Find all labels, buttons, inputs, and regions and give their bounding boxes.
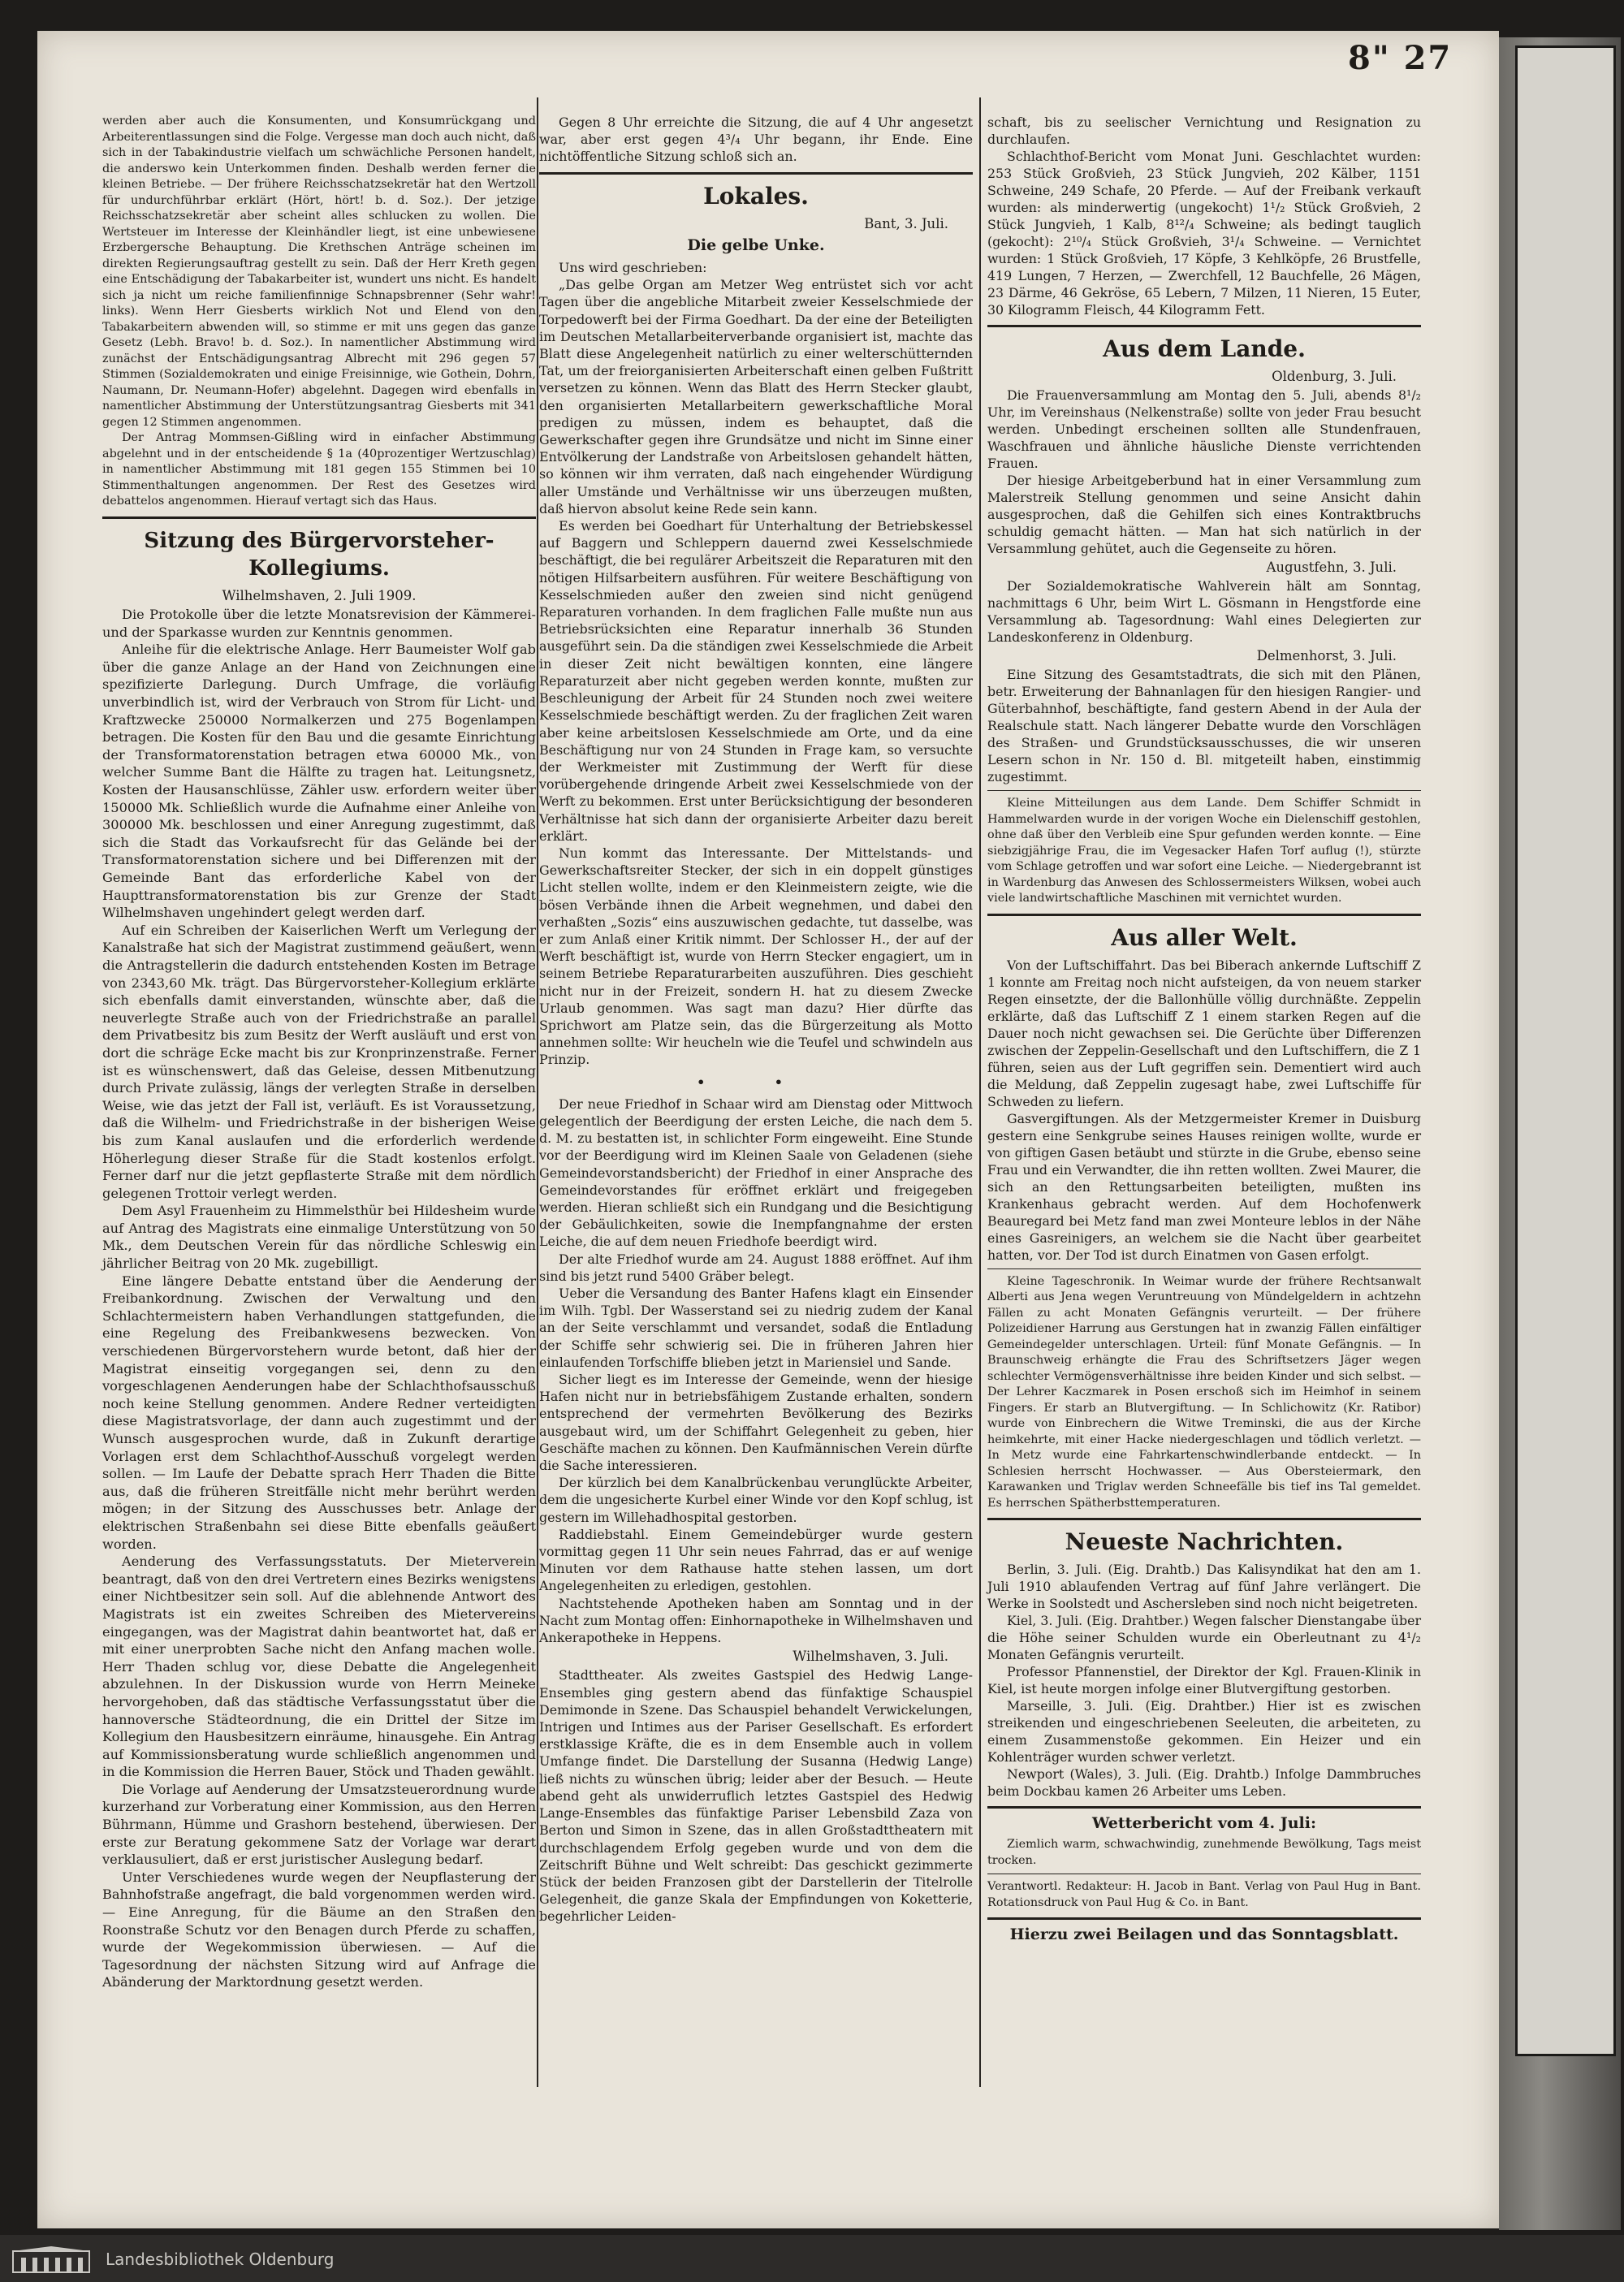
article-paragraph: Der alte Friedhof wurde am 24. August 1888 eröffnet. Auf ihm sind bis jetzt rund 5400 Gräber belegt. (539, 1251, 973, 1284)
reichstag-report-end: Der Antrag Mommsen-Gißling wird in einfacher Abstimmung abgelehnt und in der entscheidende § 1a (40prozentiger Wertzuschlag) in namentlicher Abstimmung mit 181 gegen 155 Stimmen bei 10 Stimmenthaltungen angenommen. Der Rest des Gesetzes wird debattelos angenommen. Hierauf vertagt sich das Haus. (102, 431, 536, 508)
article-paragraph: Kiel, 3. Juli. (Eig. Drahtber.) Wegen falscher Dienstangabe über die Höhe seiner Schulden wurde ein Oberleutnant zu 4¹/₂ Monaten Gefängnis verurteilt. (987, 1613, 1421, 1662)
rule (987, 1518, 1421, 1520)
rule (987, 1268, 1421, 1269)
library-name: Landesbibliothek Oldenburg (106, 2250, 335, 2269)
article-paragraph: Dem Asyl Frauenheim zu Himmelsthür bei Hildesheim wurde auf Antrag des Magistrats eine einmalige Unterstützung von 50 Mk., dem Deutschen Verein für das nördliche Schleswig ein jährlicher Beitrag von 20 Mk. zugebilligt. (102, 1203, 536, 1272)
dateline: Wilhelmshaven, 2. Juli 1909. (222, 587, 417, 603)
reichstag-report: werden aber auch die Konsumenten, und Konsumrückgang und Arbeiterentlassungen sind die Folge. Vergesse man doch auch nicht, daß sich in der Tabakindustrie vielfach um schwächliche Personen handelt, die anderswo kein Unterkommen finden. Deshalb werden ferner die kleinen Betriebe. — Der frühere Reichsschatzsekretär hat den Wertzoll für undurchführbar erklärt (Hört, hört! b. d. Soz.). Der jetzige Reichsschatzsekretär aber scheint alles schlucken zu wollen. Die Wertsteuer im Interesse der Kleinhändler liegt, ist eine unbewiesene Erzbergersche Behauptung. Die Krethschen Anträge scheinen im direkten Regierungsauftrag gestellt zu sein. Daß der Herr Kreth gegen eine Entschädigung der Tabakarbeiter ist, wundert uns nicht. Es handelt sich ja nicht um reiche familienfinnige Schnapsbrenner (Sehr wahr! links). Wenn Herr Giesberts wirklich Not und Elend von den Tabakarbeitern abwenden will, so stimme er mit uns gegen das ganze Gesetz (Lebh. Bravo! b. d. Soz.). In namentlicher Abstimmung wird zunächst der Entschädigungsantrag Albrecht mit 296 gegen 57 Stimmen (Sozialdemokraten und einige Freisinnige, wie Gothein, Dohrn, Naumann, Dr. Neumann-Hofer) abgelehnt. Dagegen wird ebenfalls in namentlicher Abstimmung der Unterstützungsantrag Giesberts mit 341 gegen 12 Stimmen angenommen. (102, 115, 536, 429)
article-paragraph: Der neue Friedhof in Schaar wird am Dienstag oder Mittwoch gelegentlich der Beerdigung der ersten Leiche, die nach dem 5. d. M. zu bestatten ist, in schlichter Form eingeweiht. Eine Stunde vor der Beerdigung wird im Kleinen Saale von Geladenen (siehe Gemeindevorstandsbericht) der Friedhof in einer Ansprache des Gemeindevorstandes für eröffnet erklärt und freigegeben werden. Hieran schließt sich ein Rundgang und die Besichtigung der Gebäulichkeiten, sowie die Inempfangnahme der ersten Leiche, die auf dem neuen Friedhofe beerdigt wird. (539, 1096, 973, 1250)
article-lead: Uns wird geschrieben: (559, 260, 707, 276)
dateline: Oldenburg, 3. Juli. (1272, 369, 1397, 384)
article-paragraph: Kleine Mitteilungen aus dem Lande. Dem Schiffer Schmidt in Hammelwarden wurde in der vorigen Woche ein Dielenschiff gestohlen, ohne daß über den Verbleib eine Spur gefunden werden konnte. — Eine siebzigjährige Frau, die im Vegesacker Hafen Torf auflug (!), stürzte vom Schlage getroffen und war sofort eine Leiche. — Niedergebrannt ist in Wardenburg das Anwesen des Schlossermeisters Wilksen, wobei auch viele landwirtschaftliche Maschinen mit vernichtet wurden. (987, 797, 1421, 905)
dateline: Delmenhorst, 3. Juli. (1256, 648, 1397, 663)
article-paragraph: Es werden bei Goedhart für Unterhaltung der Betriebskessel auf Baggern und Schleppern dauernd zwei Kesselschmiede beschäftigt, die bei regulärer Arbeitszeit die Reparaturen mit den nötigen Hilfsarbeitern ausführen. Für weitere Beschäftigung von Kesselschmieden außer den zweien sind nicht genügend Reparaturen vorhanden. In dem fraglichen Falle mußte nun aus Betriebsrücksichten eine Reparatur innerhalb 36 Stunden ausgeführt sein. Da die ständigen zwei Kesselschmiede die Arbeit in dieser Zeit nicht bewältigen konnten, eine längere Reparaturzeit aber nicht gegeben werden konnte, mußten zur Beschleunigung der Arbeit für 24 Stunden noch zwei weitere Kesselschmiede beschäftigt werden. Zu der fraglichen Zeit waren aber keine arbeitslosen Kesselschmiede am Orte, und da eine Beschäftigung nur von 24 Stunden in Frage kam, so versuchte der Werkmeister mit Zustimmung der Werft für diese vorübergehende dringende Arbeit zwei Kesselschmiede von der Werft zu bekommen. Erst unter Berücksichtigung der besonderen Verhältnisse hat sich dann der organisierte Arbeiter dazu bereit erklärt. (539, 518, 973, 844)
article-paragraph: Stadttheater. Als zweites Gastspiel des Hedwig Lange-Ensembles ging gestern abend das fünfaktige Schauspiel Demimonde in Szene. Das Schauspiel behandelt Verwickelungen, Intrigen und Intimes aus der Pariser Gesellschaft. Es erfordert erstklassige Kräfte, die es in dem Ensemble auch in vollem Umfange findet. Die Darstellung der Susanna (Hedwig Lange) ließ nichts zu wünschen übrig; leider aber der Besuch. — Heute abend geht als unwiderruflich letztes Gastspiel des Hedwig Lange-Ensembles das fünfaktige Pariser Lebensbild Zaza von Berton und Simon in Szene, das in allen Großstadttheatern mit durchschlagendem Erfolg gegeben wurde und von dem die Zeitschrift Bühne und Welt schreibt: Das geschickt gezimmerte Stück der beiden Franzosen gibt der Darstellerin der Titelrolle Gelegenheit, die ganze Skala der Empfindungen von Koketterie, begehrlicher Leiden- (539, 1667, 973, 1925)
scan-edge-frame (1515, 45, 1616, 2056)
page-number: 8" 27 (1348, 39, 1453, 77)
article-paragraph: Die Protokolle über die letzte Monatsrevision der Kämmerei- und der Sparkasse wurden zur Kenntnis genommen. (102, 607, 536, 640)
article-paragraph: Gasvergiftungen. Als der Metzgermeister Kremer in Duisburg gestern eine Senkgrube seines Hauses reinigen wollte, wurde er von giftigen Gasen betäubt und stürzte in die Grube, ebenso seine Frau und ein Verwandter, die ihn retten wollten. Zwei Maurer, die sich an den Rettungsarbeiten beteiligten, mußten ins Krankenhaus gebracht werden. Auf dem Hochofenwerk Beauregard bei Metz fand man zwei Monteure leblos in der Nähe eines Gasreinigers, an welchem sie die Nacht über gearbeitet hatten, vor. Der Tod ist durch Einatmen von Gasen erfolgt. (987, 1110, 1421, 1263)
column-rule-1 (537, 97, 538, 2087)
column-rule-2 (979, 97, 981, 2087)
article-paragraph: Der hiesige Arbeitgeberbund hat in einer Versammlung zum Malerstreik Stellung genommen und seine Ansicht dahin ausgesprochen, daß die Gehilfen sich eines Kontraktbruchs schuldig gemacht hätten. — Man hat sich natürlich in der Versammlung gehütet, auch die Gegenseite zu hören. (987, 473, 1421, 556)
article-paragraph: Unter Verschiedenes wurde wegen der Neupflasterung der Bahnhofstraße angefragt, die bald vorgenommen werden wird. — Eine Anregung, für die Bäume an den Straßen den Roonstraße Schutz vor den Benagen durch Pferde zu schaffen, wurde der Wegekommission überwiesen. — Auf die Tagesordnung der nächsten Sitzung wird auf Anfrage die Abänderung der Marktordnung gesetzt werden. (102, 1869, 536, 1990)
article-paragraph: Von der Luftschiffahrt. Das bei Biberach ankernde Luftschiff Z 1 konnte am Freitag noch nicht aufsteigen, da von neuem starker Regen einsetzte, der die Ballonhülle völlig durchnäßte. Zeppelin erklärte, daß das Luftschiff Z 1 einem starken Regen auf die Dauer noch nicht gewachsen sei. Die Gerüchte über Differenzen zwischen der Zeppelin-Gesellschaft und den Luftschiffern, die Z 1 führen, seien aus der Luft gegriffen sein. Dementiert wird auch die Meldung, daß Zeppelin zugesagt habe, zwei Luftschiffe für Schweden zu liefern. (987, 957, 1421, 1109)
rule (539, 172, 973, 175)
imprint: Verantwortl. Redakteur: H. Jacob in Bant. Verlag von Paul Hug in Bant. Rotationsdruck von Paul Hug & Co. in Bant. (987, 1880, 1421, 1909)
library-logo-icon (11, 2246, 91, 2274)
article-paragraph: Auf ein Schreiben der Kaiserlichen Werft um Verlegung der Kanalstraße hat sich der Magistrat zustimmend geäußert, wenn die Antragstellerin die dadurch entstehenden Kosten im Betrage von 2343,60 Mk. trägt. Das Bürgervorsteher-Kollegium erklärte sich ebenfalls damit einverstanden, wünschte aber, daß die neuverlegte Straße auch von der Friedrichstraße an parallel dem Privatbesitz bis zum Besitz der Werft ausläuft und erst von dort die schräge Ecke macht bis zur Kronprinzenstraße. Ferner ist es wünschenswert, daß das Geleise, dessen Mitbenutzung durch Private zulässig, längs der verlegten Straße in derselben Weise, wie das jetzt der Fall ist, verläuft. Es ist Voraussetzung, daß die Wilhelm- und Friedrichstraße in der bisherigen Weise bis zum Kanal auslaufen und die erforderlich werdende Höherlegung dieser Straße für die Stadt kostenlos erfolgt. Ferner darf nur die jetzt gepflasterte Straße mit dem nördlich gelegenen Trottoir verlegt werden. (102, 922, 536, 1201)
section-aus-dem-lande: Aus dem Lande. (1103, 335, 1306, 362)
column-2 (539, 114, 973, 1925)
rule (987, 1806, 1421, 1809)
article-paragraph: Professor Pfannenstiel, der Direktor der Kgl. Frauen-Klinik in Kiel, ist heute morgen infolge einer Blutvergiftung gestorben. (987, 1664, 1421, 1696)
article-paragraph: Marseille, 3. Juli. (Eig. Drahtber.) Hier ist es zwischen streikenden und eingeschriebenen Seeleuten, die arbeiteten, zu einem Zusammenstoße gekommen. Ein Heizer und ein Kohlenträger wurden schwer verletzt. (987, 1698, 1421, 1765)
rule (987, 1917, 1421, 1920)
article-paragraph: Der kürzlich bei dem Kanalbrückenbau verunglückte Arbeiter, dem die ungesicherte Kurbel einer Winde vor den Kopf schlug, ist gestern im Willehadhospital gestorben. (539, 1475, 973, 1525)
article-paragraph: Eine Sitzung des Gesamtstadtrats, die sich mit den Plänen, betr. Erweiterung der Bahnanlagen für den hiesigen Rangier- und Güterbahnhof, beschäftigte, fand gestern Abend in der Aula der Realschule statt. Nach längerer Debatte wurde den Vorschlägen des Straßen- und Grundstücksausschusses, die wir unseren Lesern schon in Nr. 150 d. Bl. mitgeteilt haben, einstimmig zugestimmt. (987, 667, 1421, 784)
weather-text: Ziemlich warm, schwachwindig, zunehmende Bewölkung, Tags meist trocken. (987, 1838, 1421, 1867)
rule (102, 516, 536, 519)
article-paragraph: Anleihe für die elektrische Anlage. Herr Baumeister Wolf gab über die ganze Anlage an der Hand von Zeichnungen eine spezifizierte Darlegung. Durch Umfrage, die vorläufig unverbindlich ist, wird der Verbrauch von Strom für Licht- und Kraftzwecke 250000 Normalkerzen und 275 Bogenlampen betragen. Die Kosten für den Bau und die gesamte Einrichtung der Transformatorenstation betragen etwa 60000 Mk., von welcher Summe Bant die Hälfte zu tragen hat. Leitungsnetz, Kosten der Hausanschlüsse, Zähler usw. erfordern weiter über 150000 Mk. Schließlich wurde die Aufnahme einer Anleihe von 300000 Mk. beschlossen und einer Anregung zugestimmt, daß sich die Stadt das Vorkaufsrecht für das Gelände bei der Transformatorenstation sichere und bei Differenzen mit der Gemeinde Bant das erforderliche Kabel von der Haupttransformatorenstation bis zur Grenze der Stadt Wilhelmshaven ungehindert gelegt werden darf. (102, 642, 536, 921)
section-neueste-nachrichten: Neueste Nachrichten. (1065, 1528, 1344, 1555)
section-lokales: Lokales. (703, 182, 809, 210)
separator-dots: • • (697, 1074, 815, 1090)
article-paragraph: Aenderung des Verfassungsstatuts. Der Mieterverein beantragt, daß von den drei Vertretern eines Bezirks wenigstens einer Nichtbesitzer sein soll. Auf die ablehnende Antwort des Magistrats ist ein zweites Schreiben des Mietervereins eingegangen, was der Magistrat dahin beantwortet hat, daß er mit einer unerprobten Sache nicht den Anfang machen wolle. Herr Thaden schlug vor, diese Debatte die Angelegenheit abzulehnen. In der Diskussion wurde von Herrn Meineke hervorgehoben, daß das städtische Verfassungsstatut über die hannoversche Städteordnung, die ein Drittel der Sitze im Kollegium den Hausbesitzern einräume, hinausgehe. Ein Antrag auf Kommissionsberatung wurde schließlich angenommen und in die Kommission die Herren Bauer, Stöck und Thaden gewählt. (102, 1554, 536, 1780)
rule (987, 325, 1421, 327)
article-paragraph: Die Frauenversammlung am Montag den 5. Juli, abends 8¹/₂ Uhr, im Vereinshaus (Nelkenstraße) sollte von jeder Frau besucht werden. Unbedingt erscheinen sollten alle Stundenfrauen, Waschfrauen und ähnliche häusliche Dienste verrichtenden Frauen. (987, 387, 1421, 471)
article-paragraph: Raddiebstahl. Einem Gemeindebürger wurde gestern vormittag gegen 11 Uhr sein neues Fahrrad, das er auf wenige Minuten vor dem Rathause hatte stehen lassen, um dort Angelegenheiten zu erledigen, gestohlen. (539, 1526, 973, 1594)
article-paragraph: Schlachthof-Bericht vom Monat Juni. Geschlachtet wurden: 253 Stück Großvieh, 23 Stück Jungvieh, 202 Kälber, 1151 Schweine, 249 Schafe, 20 Pferde. — Auf der Freibank verkauft wurden: als minderwertig (ungekocht) 1¹/₂ Stück Großvieh, 2 Stück Jungvieh, 1 Kalb, 8¹²/₄ Schweine; als bedingt tauglich (gekocht): 2¹⁰/₄ Stück Großvieh, 3¹/₄ Schweine. — Vernichtet wurden: 1 Stück Großvieh, 17 Köpfe, 3 Kehlköpfe, 26 Brustfelle, 419 Lungen, 7 Herzen, — Zwerchfell, 12 Bauchfelle, 26 Mägen, 23 Därme, 46 Gekröse, 65 Lebern, 7 Milzen, 11 Nieren, 15 Euter, 30 Kilogramm Fleisch, 44 Kilogramm Fett. (987, 149, 1421, 318)
article-paragraph: „Das gelbe Organ am Metzer Weg entrüstet sich vor acht Tagen über die angebliche Mitarbeit zweier Kesselschmiede der Torpedowerft bei der Firma Goedhart. Da der eine der Beteiligten im Deutschen Metallarbeiterverbande organisiert ist, machte das Blatt diese Angelegenheit natürlich zu einer welterschütternden Tat, um der freiorganisierten Arbeiterschaft einen gelben Fußtritt versetzen zu können. Wenn das Blatt des Herrn Stecker glaubt, den organisierten Metallarbeitern gewerkschaftliche Moral predigen zu müssen, indem es behauptet, daß die Gewerkschafter gegen ihre Grundsätze und nicht im Sinne einer Entvölkerung der Landstraße von Arbeitslosen gehandelt hätten, so können wir ihm verraten, daß nach eingehender Würdigung aller Umstände und Verhältnisse wir uns überzeugen mußten, daß hiervon absolut keine Rede sein kann. (539, 277, 973, 516)
column-3 (987, 114, 1421, 1948)
article-paragraph: Nachtstehende Apotheken haben am Sonntag und in der Nacht zum Montag offen: Einhornapotheke in Wilhelmshaven und Ankerapotheke in Heppens. (539, 1595, 973, 1646)
article-paragraph: Berlin, 3. Juli. (Eig. Drahtb.) Das Kalisyndikat hat den am 1. Juli 1910 ablaufenden Vertrag auf fünf Jahre verlängert. Die Werke in Soolstedt und Aschersleben sind noch nicht beigetreten. (987, 1562, 1421, 1611)
dateline: Augustfehn, 3. Juli. (1266, 560, 1397, 575)
article-paragraph: Newport (Wales), 3. Juli. (Eig. Drahtb.) Infolge Dammbruches beim Dockbau kamen 26 Arbeiter ums Leben. (987, 1766, 1421, 1799)
section-aus-aller-welt: Aus aller Welt. (1111, 923, 1298, 951)
rule (987, 790, 1421, 791)
dateline: Bant, 3. Juli. (864, 215, 948, 231)
article-title: Die gelbe Unke. (687, 236, 825, 254)
column-1 (102, 114, 536, 1991)
article-paragraph: schaft, bis zu seelischer Vernichtung und Resignation zu durchlaufen. (987, 115, 1421, 147)
article-paragraph: Eine längere Debatte entstand über die Aenderung der Freibankordnung. Zwischen der Verwaltung und den Schlachtermeistern haben Verhandlungen stattgefunden, die eine Regelung des Freibankwesens bezwecken. Von verschiedenen Bürgervorstehern wurde betont, daß hier der Magistrat einseitig vorgegangen sei, denn zu den vorgeschlagenen Aenderungen habe der Schlachthofsausschuß noch keine Stellung genommen. Andere Redner verteidigten diese Magistratsvorlage, der dann auch zugestimmt und der Wunsch ausgesprochen wurde, daß in Zukunft derartige Vorlagen erst dem Schlachthof-Ausschuß vorgelegt werden sollen. — Im Laufe der Debatte sprach Herr Thaden die Bitte aus, daß die früheren Streitfälle nicht mehr berührt werden mögen; in der Sitzung des Ausschusses betr. Anlage der elektrischen Straßenbahn sei diese Bitte ebenfalls geäußert worden. (102, 1273, 536, 1552)
article-paragraph: Nun kommt das Interessante. Der Mittelstands- und Gewerkschaftsreiter Stecker, der sich in ein doppelt günstiges Licht stellen wollte, indem er den Kleinmeistern zeigte, wie die bösen Verbände ihnen die Arbeit wegnehmen, und dabei den verhaßten „Sozis“ eins auszuwischen gedachte, tut dasselbe, was er zum Anlaß einer Kritik nimmt. Der Schlosser H., der auf der Werft beschäftigt ist, wurde von Herrn Stecker engagiert, um in seinem Betriebe Reparaturarbeiten auszuführen. Dies geschieht nicht nur in der Freizeit, sondern H. hat zu diesem Zwecke Urlaub genommen. Was sagt man dazu? Hier dürfte das Sprichwort am Platze sein, das die Bürgerzeitung als Motto annehmen sollte: Wir heucheln wie die Teufel und schwindeln aus Prinzip. (539, 845, 973, 1068)
headline-buergervorsteher: Sitzung des Bürgervorsteher-Kollegiums. (144, 528, 495, 581)
article-paragraph: Sicher liegt es im Interesse der Gemeinde, wenn der hiesige Hafen nicht nur in betriebsfähigem Zustande erhalten, sondern entsprechend der vermehrten Bevölkerung des Bezirks ausgebaut wird, um der Schiffahrt Gelegenheit zu geben, hier Geschäfte machen zu können. Den Kaufmännischen Verein dürfte die Sache interessieren. (539, 1372, 973, 1474)
weather-title: Wetterbericht vom 4. Juli: (1091, 1814, 1317, 1832)
rule (987, 914, 1421, 916)
article-paragraph: Die Vorlage auf Aenderung der Umsatzsteuerordnung wurde kurzerhand zur Vorberatung einer Kommission, aus den Herren Bührmann, Hümme und Grashorn bestehend, überwiesen. Der erste zur Beratung gekommene Satz der Vorlage war derart verklausuliert, daß er erst juristischer Auslegung bedarf. (102, 1781, 536, 1868)
supplements-note: Hierzu zwei Beilagen und das Sonntagsblatt. (1009, 1925, 1399, 1943)
article-paragraph: Gegen 8 Uhr erreichte die Sitzung, die auf 4 Uhr angesetzt war, aber erst gegen 4³/₄ Uhr begann, ihr Ende. Eine nichtöffentliche Sitzung schloß sich an. (539, 115, 973, 165)
article-paragraph: Der Sozialdemokratische Wahlverein hält am Sonntag, nachmittags 6 Uhr, beim Wirt L. Gösmann in Hengstforde eine Versammlung ab. Tagesordnung: Wahl eines Delegierten zur Landeskonferenz in Oldenburg. (987, 578, 1421, 645)
article-paragraph: Ueber die Versandung des Banter Hafens klagt ein Einsender im Wilh. Tgbl. Der Wasserstand sei zu niedrig zudem der Kanal an der Seite verschlammt und versandet, sodaß die Entladung der Schiffe sehr schwierig sei. Die in früheren Jahren hier einlaufenden Torfschiffe blieben jetzt in Mariensiel und Sande. (539, 1286, 973, 1370)
dateline: Wilhelmshaven, 3. Juli. (793, 1649, 948, 1665)
article-paragraph: Kleine Tageschronik. In Weimar wurde der frühere Rechtsanwalt Alberti aus Jena wegen Veruntreuung von Mündelgeldern in achtzehn Fällen zu acht Monaten Gefängnis verurteilt. — Der frühere Polizeidiener Harrung aus Gerstungen hat in zwanzig Fällen einfältiger Gemeindegelder unterschlagen. Urteil: fünf Monate Gefängnis. — In Braunschweig erhängte die Frau des Schriftsetzers Jäger wegen schlechter Vermögensverhältnisse ihre beiden Kinder und sich selbst. — Der Lehrer Kaczmarek in Posen erschoß sich im Heimhof in seinem Fingers. Er starb an Blutvergiftung. — In Schlichowitz (Kr. Ratibor) wurde von Einbrechern die Witwe Treminski, die aus der Kirche heimkehrte, mit einer Hacke niedergeschlagen und tödlich verletzt. — In Metz wurde eine Fahrkartenschwindlerbande entdeckt. — In Schlesien herrscht Hochwasser. — Aus Obersteiermark, den Karawanken und Triglav werden Schneefälle bis tief ins Tal gemeldet. Es herrschen Spätherbsttemperaturen. (987, 1274, 1421, 1510)
